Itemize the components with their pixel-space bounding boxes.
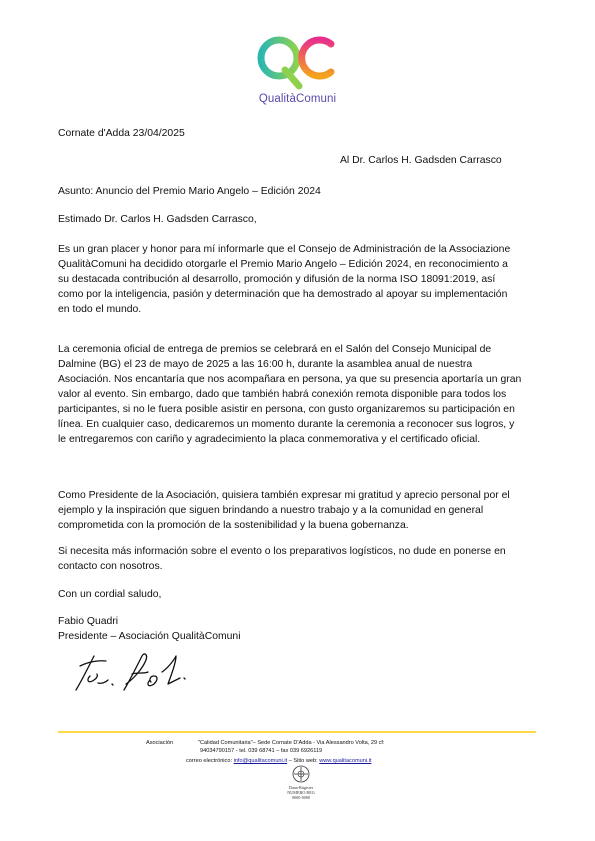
paragraph-3: Como Presidente de la Asociación, quisiera también expresar mi gratitud y aprecio personal por el ejemplo y la inspiración que siguen brindando a nuestro trabajo y a la comunidad en general comprometida con la promoción de la sostenibilidad y la buena gobernanza. [58,490,510,531]
email-link[interactable]: info@qualitacomuni.it [233,758,288,764]
paragraph-4: Si necesita más información sobre el evento o los preparativos logísticos, no dude en ponerse en contacto con nosotros. [58,546,506,572]
signer-name: Fabio Quadri [58,616,119,627]
certification-seal-icon [292,765,310,783]
website-link[interactable]: www.qualitacomuni.it [319,758,372,764]
footer-contacts [186,757,371,765]
place-date: Cornate d'Adda 23/04/2025 [58,128,185,139]
web-label: – Sitio web: [288,758,318,764]
brand-name: QualitàComuni [258,93,337,105]
signer-title: Presidente – Asociación QualitàComuni [58,631,241,642]
footer-address-line1: "Calidad Comunitaria"– Sede Cornate D'Adda - Via Alessandro Volta, 29 cf: [198,740,385,746]
paragraph-1: Es un gran placer y honor para mí informarle que el Consejo de Administración de la Associazione QualitàComuni ha decidido otorgarle el Premio Mario Angelo – Edición 2024, en reconocimiento a su destacada contribución al desarrollo, promoción y difusión de la norma ISO 18091:2019, así como por la inteligencia, pasión y determinación que ha demostrado al apoyar su implementación en todo el mundo. [58,244,511,315]
email-label: correo electrónico: [186,758,233,764]
seal-caption: Dana-Rügister NUMERO REG 0000-0000 [287,785,315,800]
paragraph-2: La ceremonia oficial de entrega de premios se celebrará en el Salón del Consejo Municipal de Dalmine (BG) el 23 de mayo de 2025 a las 16:00 h, durante la asamblea anual de nuestra Asociación. Nos encantaría que nos acompañara en persona, ya que su presencia aportaría un gran valor al evento. Sin embargo, dado que también habrá conexión remota disponible para todos los participantes, si no le fuera posible asistir en persona, con gusto organizaremos su participación en línea. En cualquier caso, dedicaremos un momento durante la ceremonia a reconocer sus logros, y le entregaremos con cariño y agradecimiento la placa conmemorativa y el certificado oficial. [58,344,522,445]
footer-divider [58,731,536,733]
recipient: Al Dr. Carlos H. Gadsden Carrasco [340,155,502,166]
handwritten-signature [72,650,222,696]
closing: Con un cordial saludo, [58,589,162,600]
footer-label: Asociación [146,740,174,746]
subject: Asunto: Anuncio del Premio Mario Angelo – Edición 2024 [58,186,321,197]
footer-address-line2: 94034790157 - tel. 039 68741 – fax 039 6926119 [200,748,323,754]
salutation: Estimado Dr. Carlos H. Gadsden Carrasco, [58,214,257,225]
